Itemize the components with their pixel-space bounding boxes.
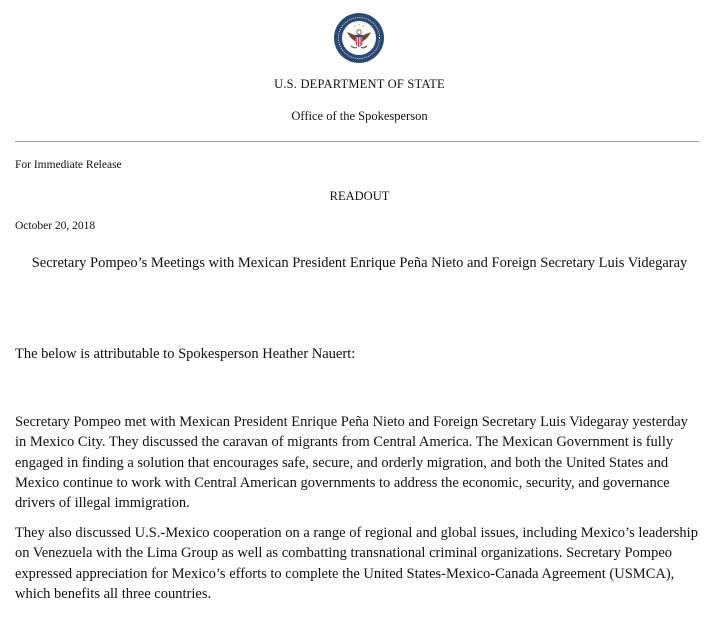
document-type: READOUT xyxy=(329,189,390,203)
department-name: U.S. DEPARTMENT OF STATE xyxy=(274,77,445,91)
release-note: For Immediate Release xyxy=(15,159,122,171)
office-name: Office of the Spokesperson xyxy=(291,109,428,123)
header-divider xyxy=(15,141,699,142)
attribution-line: The below is attributable to Spokesperson Heather Nauert: xyxy=(15,346,356,362)
body-paragraph: Secretary Pompeo met with Mexican President Enrique Peña Nieto and Foreign Secretary Luis Videgaray yesterday in Mexico City. They discussed the caravan of migrants from Central America. The Mexican Government is fully engaged in finding a solution that encourages safe, secure, and orderly migration, and both the United States and Mexico continue to work with Central American governments to address the economic, security, and governance drivers of illegal immigration. xyxy=(15,414,688,512)
release-date: October 20, 2018 xyxy=(15,220,96,232)
body-paragraph: They also discussed U.S.-Mexico cooperation on a range of regional and global issues, including Mexico’s leadership on Venezuela with the Lima Group as well as combatting transnational criminal organizations. Secretary Pompeo expressed appreciation for Mexico’s efforts to complete the United States-Mexico-Canada Agreement (USMCA), which benefits all three countries. xyxy=(15,525,698,602)
document-title: Secretary Pompeo’s Meetings with Mexican President Enrique Peña Nieto and Foreign Secretary Luis Videgaray xyxy=(31,255,688,271)
state-department-seal-icon xyxy=(333,12,385,64)
